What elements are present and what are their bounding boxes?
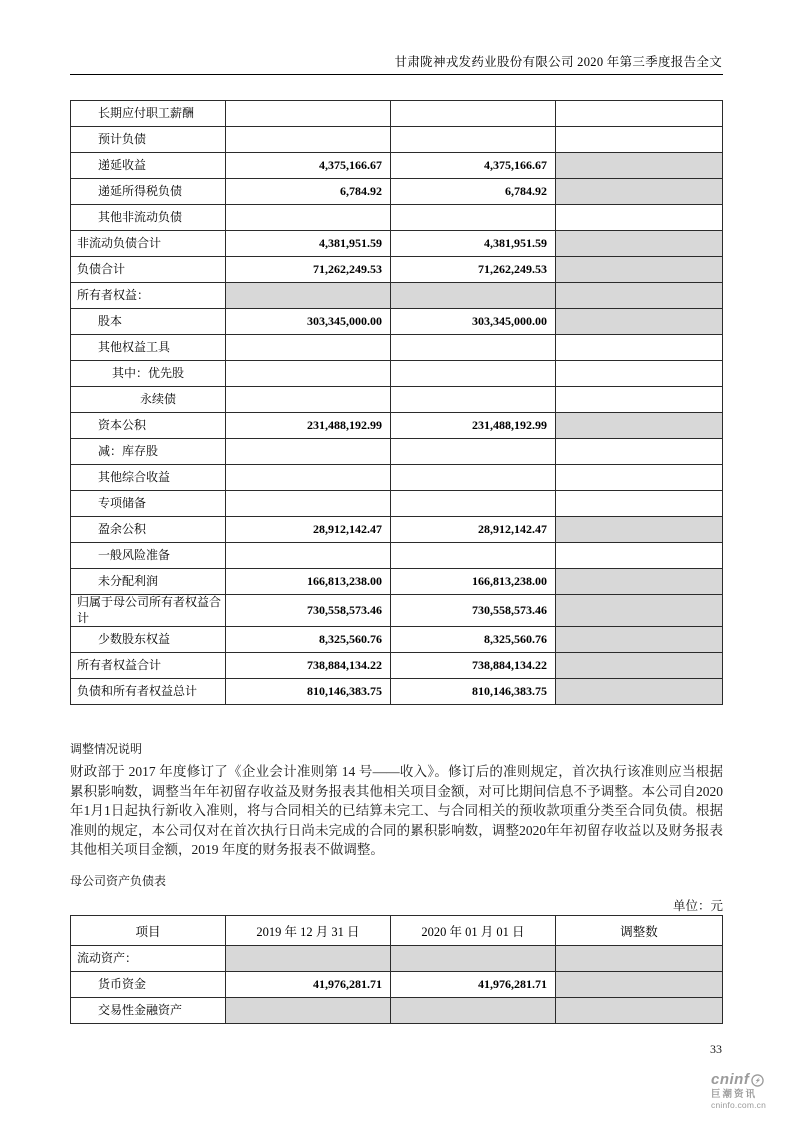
value-cell [391, 439, 556, 465]
table-row [71, 127, 723, 153]
table-row [71, 569, 723, 595]
cninfo-logo [711, 1072, 777, 1110]
table-row [71, 387, 723, 413]
row-label: 负债和所有者权益总计 [71, 679, 226, 705]
value-cell [556, 543, 723, 569]
value-cell [556, 205, 723, 231]
row-label: 货币资金 [71, 972, 226, 998]
row-label: 未分配利润 [71, 569, 226, 595]
table-row [71, 179, 723, 205]
value-cell [391, 543, 556, 569]
value-cell: 71,262,249.53 [226, 257, 391, 283]
table-row [71, 335, 723, 361]
column-header: 调整数 [556, 916, 723, 946]
cninfo-logo-icon [751, 1074, 764, 1087]
value-cell [556, 231, 723, 257]
cninfo-logo-wordmark: cninf [711, 1071, 750, 1088]
page-number: 33 [710, 1042, 722, 1056]
value-cell [556, 335, 723, 361]
value-cell [556, 569, 723, 595]
adjustment-note-heading: 调整情况说明 [70, 742, 143, 756]
row-label: 非流动负债合计 [71, 231, 226, 257]
value-cell: 41,976,281.71 [391, 972, 556, 998]
value-cell: 166,813,238.00 [226, 569, 391, 595]
value-cell: 738,884,134.22 [391, 653, 556, 679]
cninfo-logo-chinese: 巨潮资讯 [711, 1088, 758, 1100]
value-cell [556, 653, 723, 679]
value-cell [556, 595, 723, 627]
value-cell [556, 153, 723, 179]
value-cell [226, 205, 391, 231]
row-label: 一般风险准备 [71, 543, 226, 569]
value-cell: 810,146,383.75 [391, 679, 556, 705]
value-cell [226, 465, 391, 491]
table-row [71, 153, 723, 179]
row-label: 长期应付职工薪酬 [71, 101, 226, 127]
value-cell: 4,375,166.67 [226, 153, 391, 179]
value-cell [556, 972, 723, 998]
value-cell: 28,912,142.47 [226, 517, 391, 543]
value-cell [391, 361, 556, 387]
table-row [71, 946, 723, 972]
table-row [71, 998, 723, 1024]
row-label: 预计负债 [71, 127, 226, 153]
value-cell [226, 387, 391, 413]
row-label: 少数股东权益 [71, 627, 226, 653]
value-cell [556, 127, 723, 153]
value-cell [556, 465, 723, 491]
row-label: 归属于母公司所有者权益合计 [71, 595, 226, 627]
value-cell [226, 946, 391, 972]
value-cell: 231,488,192.99 [391, 413, 556, 439]
value-cell [556, 101, 723, 127]
value-cell [556, 491, 723, 517]
value-cell [556, 946, 723, 972]
row-label: 股本 [71, 309, 226, 335]
unit-label: 单位：元 [672, 899, 723, 913]
row-label: 负债合计 [71, 257, 226, 283]
page-title: 甘肃陇神戎发药业股份有限公司 2020 年第三季度报告全文 [394, 55, 722, 69]
value-cell [556, 627, 723, 653]
value-cell [226, 543, 391, 569]
row-label: 所有者权益： [71, 283, 226, 309]
value-cell [391, 946, 556, 972]
value-cell: 4,375,166.67 [391, 153, 556, 179]
value-cell [391, 387, 556, 413]
value-cell: 71,262,249.53 [391, 257, 556, 283]
value-cell [391, 205, 556, 231]
value-cell [556, 439, 723, 465]
value-cell [556, 413, 723, 439]
table-row [71, 257, 723, 283]
table-row [71, 309, 723, 335]
value-cell: 4,381,951.59 [391, 231, 556, 257]
row-label: 专项储备 [71, 491, 226, 517]
value-cell [391, 491, 556, 517]
table-row [71, 595, 723, 627]
value-cell: 231,488,192.99 [226, 413, 391, 439]
table-row [71, 231, 723, 257]
row-label: 流动资产： [71, 946, 226, 972]
consolidated-balance-sheet-table [70, 100, 723, 705]
table-row [71, 679, 723, 705]
table-row [71, 101, 723, 127]
row-label: 盈余公积 [71, 517, 226, 543]
table-row [71, 653, 723, 679]
row-label: 交易性金融资产 [71, 998, 226, 1024]
value-cell [391, 127, 556, 153]
value-cell [226, 998, 391, 1024]
value-cell [391, 101, 556, 127]
value-cell [556, 517, 723, 543]
value-cell: 28,912,142.47 [391, 517, 556, 543]
value-cell: 8,325,560.76 [391, 627, 556, 653]
table-row [71, 627, 723, 653]
row-label: 递延收益 [71, 153, 226, 179]
value-cell [556, 679, 723, 705]
value-cell: 6,784.92 [226, 179, 391, 205]
value-cell [226, 335, 391, 361]
table-row [71, 491, 723, 517]
value-cell [391, 335, 556, 361]
value-cell [391, 465, 556, 491]
value-cell [556, 179, 723, 205]
table-row [71, 465, 723, 491]
table-row [71, 543, 723, 569]
column-header: 2019 年 12 月 31 日 [226, 916, 391, 946]
value-cell: 810,146,383.75 [226, 679, 391, 705]
table-row [71, 205, 723, 231]
table-row [71, 361, 723, 387]
adjustment-note-paragraph: 财政部于 2017 年度修订了《企业会计准则第 14 号——收入》。修订后的准则规定，首次执行该准则应当根据累积影响数，调整当年年初留存收益及财务报表其他相关项目金额，对可比期间信息不予调整。本公司自2020年1月1日起执行新收入准则，将与合同相关的已结算未完工、与合同相关的预收款项重分类至合同负债。根据准则的规定，本公司仅对在首次执行日尚未完成的合同的累积影响数，调整2020年年初留存收益以及财务报表其他相关项目金额，2019 年度的财务报表不做调整。 [70, 764, 723, 857]
value-cell [226, 127, 391, 153]
cninfo-logo-url: cninfo.com.cn [711, 1099, 767, 1110]
table-header-row [71, 916, 723, 946]
table-row [71, 517, 723, 543]
value-cell [226, 283, 391, 309]
value-cell: 6,784.92 [391, 179, 556, 205]
value-cell [226, 361, 391, 387]
value-cell: 738,884,134.22 [226, 653, 391, 679]
row-label: 所有者权益合计 [71, 653, 226, 679]
parent-balance-sheet-table [70, 915, 723, 1024]
table-row [71, 972, 723, 998]
header-divider [70, 74, 723, 75]
value-cell [226, 491, 391, 517]
table-row [71, 413, 723, 439]
row-label: 其他非流动负债 [71, 205, 226, 231]
table-row [71, 439, 723, 465]
value-cell [556, 387, 723, 413]
value-cell [556, 998, 723, 1024]
column-header: 项目 [71, 916, 226, 946]
row-label: 永续债 [71, 387, 226, 413]
value-cell [556, 257, 723, 283]
parent-balance-sheet-heading: 母公司资产负债表 [70, 874, 167, 888]
value-cell: 730,558,573.46 [226, 595, 391, 627]
row-label: 其他权益工具 [71, 335, 226, 361]
value-cell: 730,558,573.46 [391, 595, 556, 627]
row-label: 减：库存股 [71, 439, 226, 465]
value-cell [556, 283, 723, 309]
value-cell [226, 439, 391, 465]
value-cell: 8,325,560.76 [226, 627, 391, 653]
row-label: 递延所得税负债 [71, 179, 226, 205]
column-header: 2020 年 01 月 01 日 [391, 916, 556, 946]
value-cell [556, 361, 723, 387]
value-cell: 166,813,238.00 [391, 569, 556, 595]
value-cell: 4,381,951.59 [226, 231, 391, 257]
row-label: 资本公积 [71, 413, 226, 439]
row-label: 其他综合收益 [71, 465, 226, 491]
value-cell: 303,345,000.00 [226, 309, 391, 335]
value-cell [391, 283, 556, 309]
value-cell [226, 101, 391, 127]
table-row [71, 283, 723, 309]
value-cell [391, 998, 556, 1024]
value-cell [556, 309, 723, 335]
row-label: 其中：优先股 [71, 361, 226, 387]
value-cell: 41,976,281.71 [226, 972, 391, 998]
value-cell: 303,345,000.00 [391, 309, 556, 335]
